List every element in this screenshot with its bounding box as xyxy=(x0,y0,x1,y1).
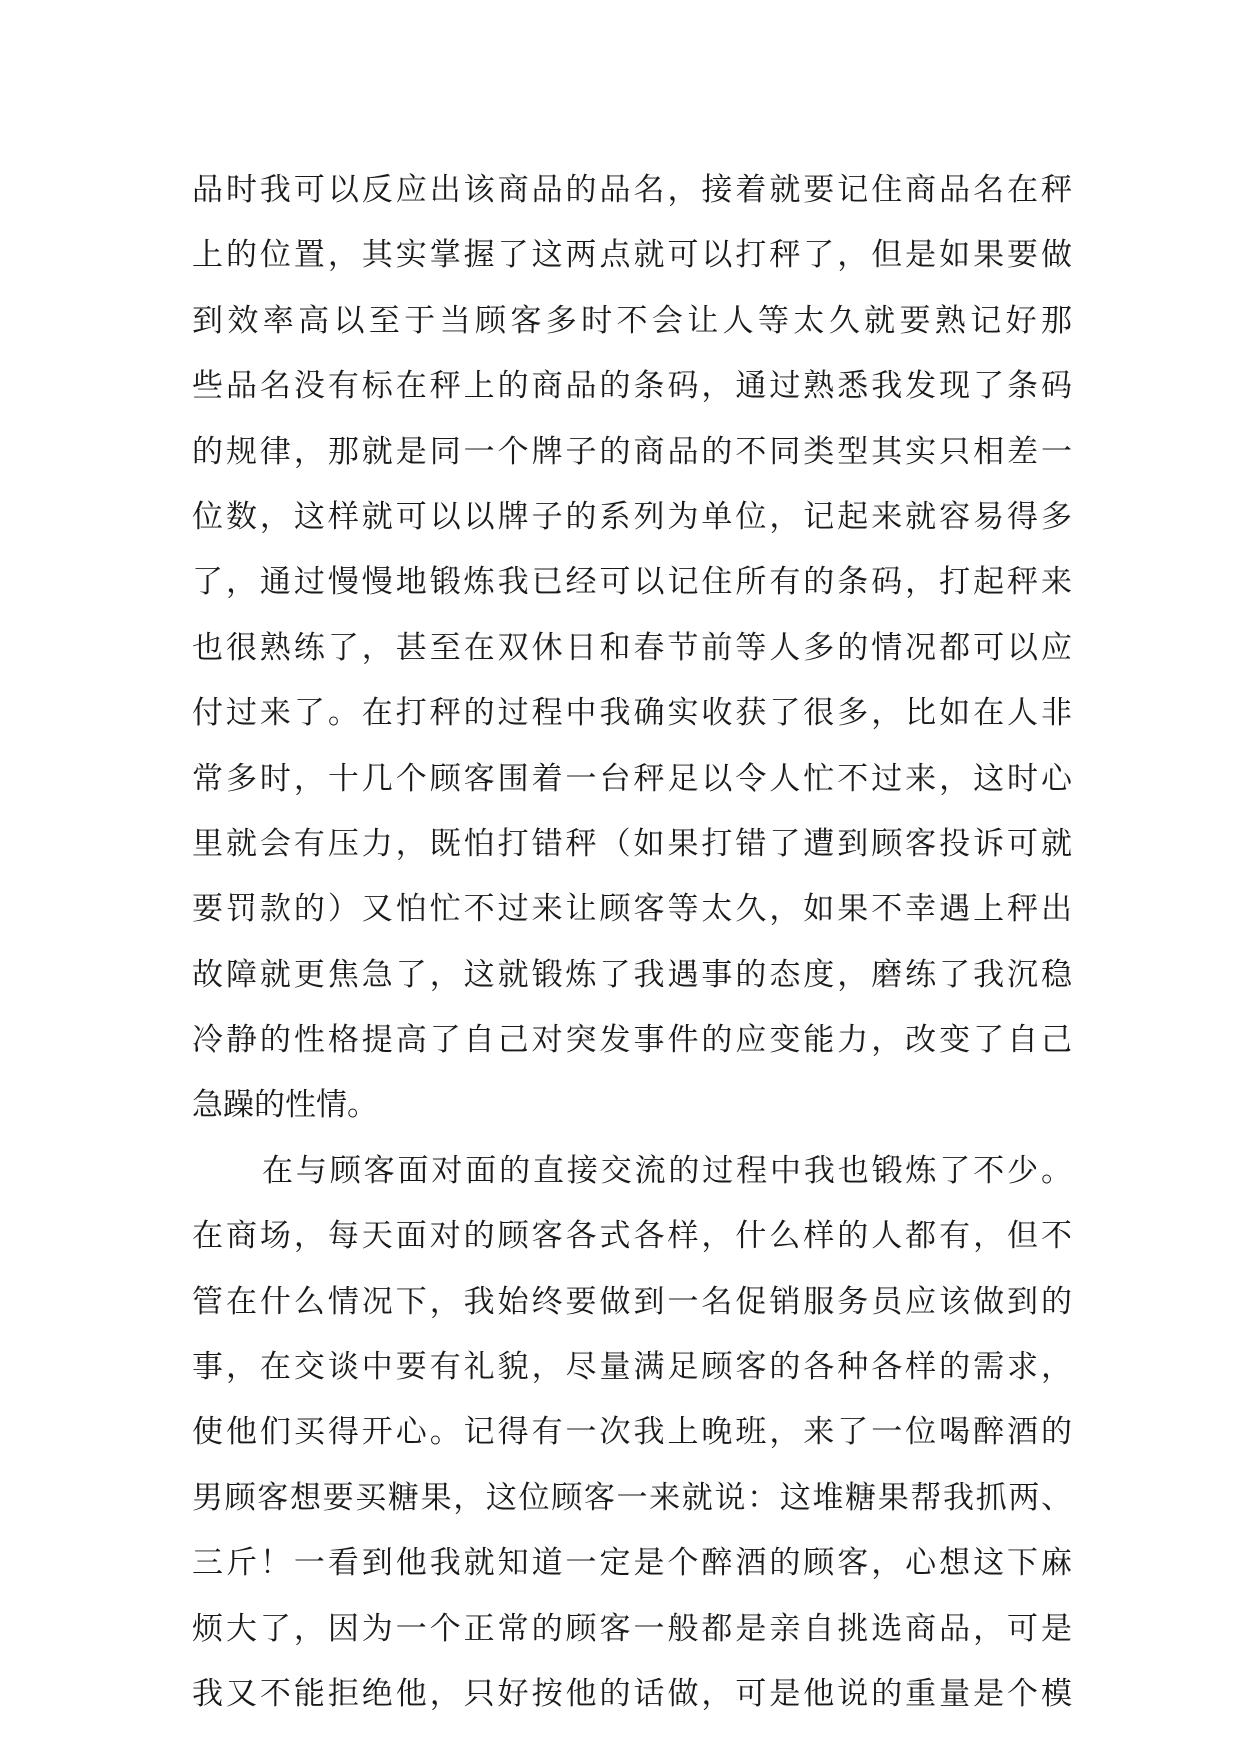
text-line: 男顾客想要买糖果，这位顾客一来就说：这堆糖果帮我抓两、 xyxy=(192,1479,1072,1516)
text-line: 烦大了，因为一个正常的顾客一般都是亲自挑选商品，可是 xyxy=(192,1610,1072,1647)
text-line: 要罚款的）又怕忙不过来让顾客等太久，如果不幸遇上秤出 xyxy=(192,891,1072,928)
text-line: 些品名没有标在秤上的商品的条码，通过熟悉我发现了条码 xyxy=(192,368,1072,405)
text-line: 故障就更焦急了，这就锻炼了我遇事的态度，磨练了我沉稳 xyxy=(192,956,1072,993)
paragraph-1 xyxy=(192,158,1072,1139)
text-line: 了，通过慢慢地锻炼我已经可以记住所有的条码，打起秤来 xyxy=(192,564,1072,601)
text-line: 位数，这样就可以以牌子的系列为单位，记起来就容易得多 xyxy=(192,498,1072,535)
text-line: 品时我可以反应出该商品的品名，接着就要记住商品名在秤 xyxy=(192,172,1072,208)
text-line: 在与顾客面对面的直接交流的过程中我也锻炼了不少。 xyxy=(262,1152,1072,1189)
body-text xyxy=(192,158,1072,1727)
text-line: 的规律，那就是同一个牌子的商品的不同类型其实只相差一 xyxy=(192,433,1072,470)
text-line: 上的位置，其实掌握了这两点就可以打秤了，但是如果要做 xyxy=(192,237,1072,274)
paragraph-2 xyxy=(192,1139,1072,1728)
text-line: 也很熟练了，甚至在双休日和春节前等人多的情况都可以应 xyxy=(192,629,1072,666)
text-line: 急躁的性情。 xyxy=(192,1087,378,1124)
text-line: 管在什么情况下，我始终要做到一名促销服务员应该做到的 xyxy=(192,1283,1072,1320)
text-line: 使他们买得开心。记得有一次我上晚班，来了一位喝醉酒的 xyxy=(192,1414,1072,1451)
text-line: 常多时，十几个顾客围着一台秤足以令人忙不过来，这时心 xyxy=(192,760,1072,797)
text-line: 在商场，每天面对的顾客各式各样，什么样的人都有，但不 xyxy=(192,1218,1072,1255)
text-line: 到效率高以至于当顾客多时不会让人等太久就要熟记好那 xyxy=(192,302,1072,339)
text-line: 三斤！一看到他我就知道一定是个醉酒的顾客，心想这下麻 xyxy=(192,1545,1072,1582)
text-line: 付过来了。在打秤的过程中我确实收获了很多，比如在人非 xyxy=(192,695,1072,732)
text-line: 冷静的性格提高了自己对突发事件的应变能力，改变了自己 xyxy=(192,1022,1072,1059)
text-line: 我又不能拒绝他，只好按他的话做，可是他说的重量是个模 xyxy=(192,1675,1072,1712)
text-line: 里就会有压力，既怕打错秤（如果打错了遭到顾客投诉可就 xyxy=(192,825,1072,862)
text-line: 事，在交谈中要有礼貌，尽量满足顾客的各种各样的需求， xyxy=(192,1349,1072,1386)
